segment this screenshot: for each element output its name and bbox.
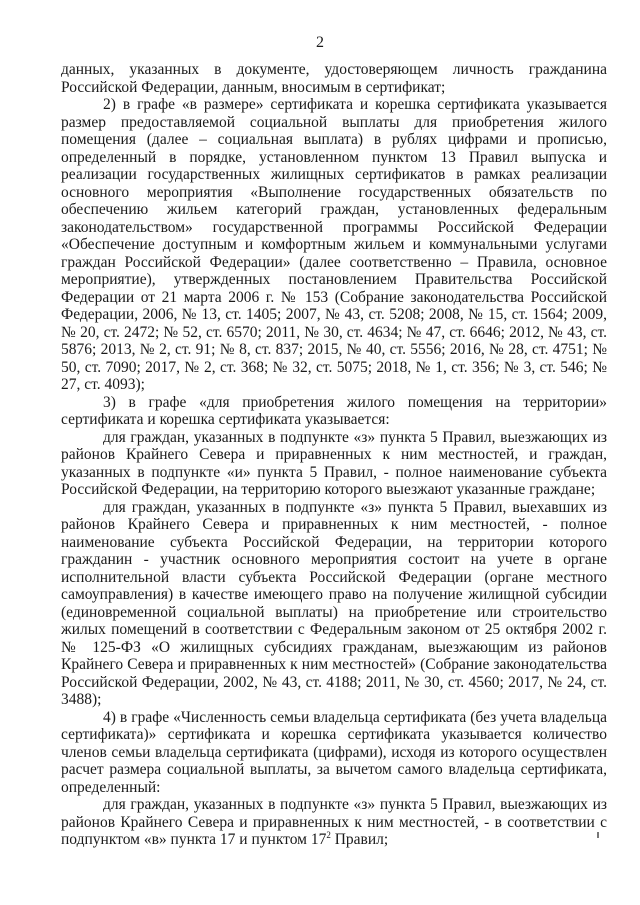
paragraph-continuation: данных, указанных в документе, удостоверяющем личность гражданина Российской Федерации, данным, вносимым в сертификат; <box>61 61 607 96</box>
paragraph-item-4: 4) в графе «Численность семьи владельца сертификата (без учета владельца сертификата)» сертификата и корешка сертификата указывается количество членов семьи владельца сертификата (цифрами), исходя из которого осуществлен расчет размера социальной выплаты, за вычетом самого владельца сертификата, определенный: <box>61 708 607 796</box>
paragraph-ending: Правил; <box>330 831 389 848</box>
paragraph-text: для граждан, указанных в подпункте «з» пункта 5 Правил, выезжающих из районов Крайнего Севера и приравненных к ним местностей, - в соответствии с подпунктом «в» пункта 17 и пунктом 17 <box>61 796 607 848</box>
scan-mark <box>597 832 599 838</box>
page-number: 2 <box>316 34 324 51</box>
paragraph-item-3-sub-2: для граждан, указанных в подпункте «з» пункта 5 Правил, выехавших из районов Крайнего Севера и приравненных к ним местностей, - полное наименование субъекта Российской Федерации, на территории которого гражданин - участник основного мероприятия состоит на учете в органе исполнительной власти субъекта Российской Федерации (органе местного самоуправления) в качестве имеющего право на получение жилищной субсидии (единовременной социальной выплаты) на приобретение или строительство жилых помещений в соответствии с Федеральным законом от 25 октября 2002 г. № 125-ФЗ «О жилищных субсидиях гражданам, выезжающим из районов Крайнего Севера и приравненных к ним местностей» (Собрание законодательства Российской Федерации, 2002, № 43, ст. 4188; 2011, № 30, ст. 4560; 2017, № 24, ст. 3488); <box>61 498 607 708</box>
paragraph-item-3-sub-1: для граждан, указанных в подпункте «з» пункта 5 Правил, выезжающих из районов Крайнего Севера и приравненных к ним местностей, и граждан, указанных в подпункте «и» пункта 5 Правил, - полное наименование субъекта Российской Федерации, на территорию которого выезжают указанные граждане; <box>61 428 607 498</box>
paragraph-item-4-sub-1 <box>61 796 607 849</box>
superscript-index: 2 <box>326 829 331 840</box>
paragraph-item-2: 2) в графе «в размере» сертификата и корешка сертификата указывается размер предоставляемой социальной выплаты для приобретения жилого помещения (далее – социальная выплата) в рублях цифрами и прописью, определенный в порядке, установленном пунктом 13 Правил выпуска и реализации государственных жилищных сертификатов в рамках реализации основного мероприятия «Выполнение государственных обязательств по обеспечению жильем категорий граждан, установленных федеральным законодательством» государственной программы Российской Федерации «Обеспечение доступным и комфортным жильем и коммунальными услугами граждан Российской Федерации» (далее соответственно – Правила, основное мероприятие), утвержденных постановлением Правительства Российской Федерации от 21 марта 2006 г. № 153 (Собрание законодательства Российской Федерации, 2006, № 13, ст. 1405; 2007, № 43, ст. 5208; 2008, № 15, ст. 1564; 2009, № 20, ст. 2472; № 52, ст. 6570; 2011, № 30, ст. 4634; № 47, ст. 6646; 2012, № 43, ст. 5876; 2013, № 2, ст. 91; № 8, ст. 837; 2015, № 40, ст. 5556; 2016, № 28, ст. 4751; № 50, ст. 7090; 2017, № 2, ст. 368; № 32, ст. 5075; 2018, № 1, ст. 356; № 3, ст. 546; № 27, ст. 4093); <box>61 96 607 393</box>
document-body <box>61 61 607 849</box>
paragraph-item-3: 3) в графе «для приобретения жилого помещения на территории» сертификата и корешка сертификата указывается: <box>61 393 607 428</box>
